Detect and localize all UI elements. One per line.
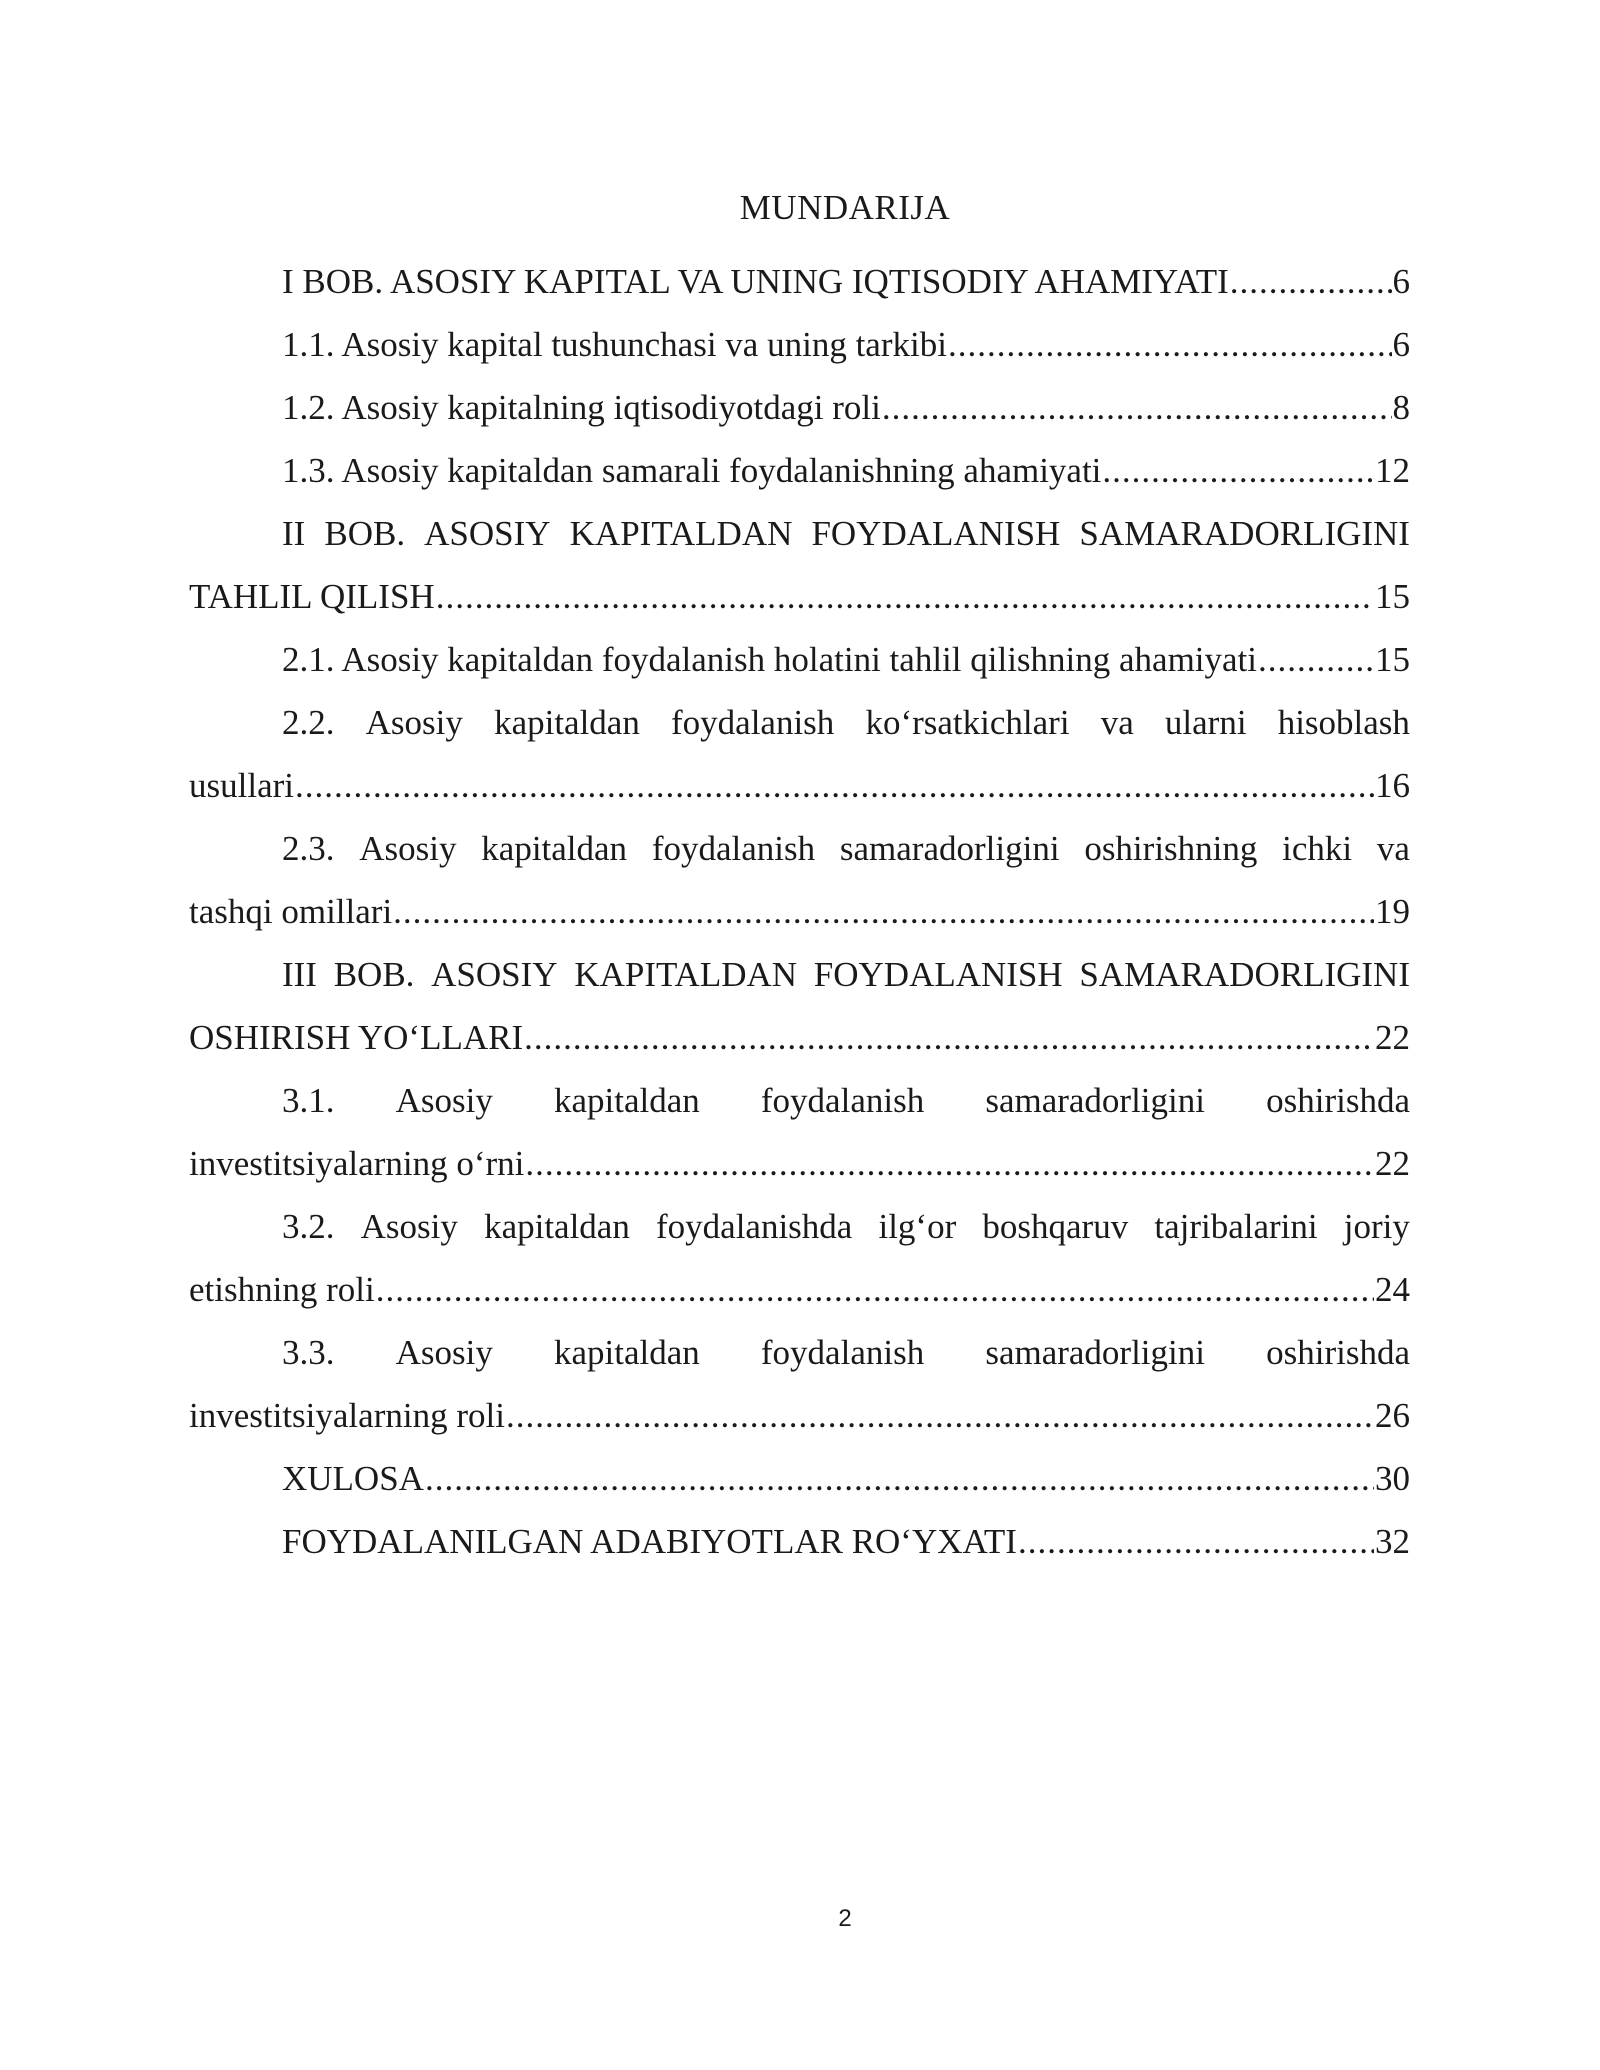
- toc-entry-page: 32: [1375, 1522, 1410, 1561]
- toc-entry-page: 22: [1375, 1144, 1410, 1183]
- toc-title: MUNDARIJA: [739, 188, 951, 227]
- dot-leader: [1102, 439, 1374, 502]
- word: SAMARADORLIGINI: [1079, 514, 1410, 553]
- toc-entry-label: XULOSA: [282, 1459, 424, 1498]
- word: ASOSIY: [424, 514, 551, 553]
- dot-leader: [882, 376, 1392, 439]
- toc-entry[interactable]: [189, 313, 1410, 376]
- dot-leader: [376, 1258, 1374, 1321]
- word: Asosiy: [360, 1207, 458, 1246]
- word: kapitaldan: [484, 1207, 630, 1246]
- word: 3.3.: [282, 1333, 335, 1372]
- toc-entry-first-line: [189, 1069, 1410, 1132]
- toc-entry-label: FOYDALANILGAN ADABIYOTLAR RO‘YXATI: [282, 1522, 1017, 1561]
- word: KAPITALDAN: [569, 514, 793, 553]
- word: Asosiy: [395, 1081, 493, 1120]
- word: FOYDALANISH: [813, 955, 1063, 994]
- word: Asosiy: [395, 1333, 493, 1372]
- toc-entry-first-line: [189, 1321, 1410, 1384]
- table-of-contents: [189, 250, 1410, 1573]
- word: ko‘rsatkichlari: [865, 703, 1070, 742]
- toc-entry[interactable]: [189, 376, 1410, 439]
- word: ilg‘or: [878, 1207, 957, 1246]
- toc-entry-label: TAHLIL QILISH: [189, 577, 435, 616]
- toc-entry-label: etishning roli: [189, 1270, 375, 1309]
- dot-leader: [1230, 250, 1392, 313]
- word: va: [1376, 829, 1410, 868]
- toc-entry[interactable]: [189, 817, 1410, 943]
- toc-entry-label: 1.2. Asosiy kapitalning iqtisodiyotdagi roli: [282, 388, 881, 427]
- word: Asosiy: [365, 703, 463, 742]
- word: SAMARADORLIGINI: [1079, 955, 1410, 994]
- toc-entry-first-line: [189, 943, 1410, 1006]
- toc-entry-first-line: [189, 817, 1410, 880]
- toc-entry-first-line: [189, 502, 1410, 565]
- toc-entry[interactable]: [189, 439, 1410, 502]
- word: KAPITALDAN: [574, 955, 798, 994]
- word: kapitaldan: [554, 1081, 700, 1120]
- word: va: [1100, 703, 1134, 742]
- word: ularni: [1164, 703, 1247, 742]
- toc-entry-page: 16: [1375, 766, 1410, 805]
- dot-leader: [295, 754, 1374, 817]
- toc-entry-page: 19: [1375, 892, 1410, 931]
- toc-entry[interactable]: [189, 1447, 1410, 1510]
- dot-leader: [525, 1132, 1374, 1195]
- toc-entry-label: 1.1. Asosiy kapital tushunchasi va uning tarkibi: [282, 325, 947, 364]
- dot-leader: [948, 313, 1392, 376]
- toc-entry-page: 15: [1375, 577, 1410, 616]
- word: samaradorligini: [839, 829, 1060, 868]
- word: kapitaldan: [481, 829, 628, 868]
- word: II: [282, 514, 306, 553]
- toc-entry-label: I BOB. ASOSIY KAPITAL VA UNING IQTISODIY AHAMIYATI: [282, 262, 1229, 301]
- word: III: [282, 955, 317, 994]
- toc-entry[interactable]: [189, 502, 1410, 628]
- toc-entry-label: usullari: [189, 766, 294, 805]
- word: BOB.: [333, 955, 415, 994]
- word: 3.2.: [282, 1207, 335, 1246]
- word: ASOSIY: [431, 955, 558, 994]
- word: tajribalarini: [1154, 1207, 1318, 1246]
- dot-leader: [1258, 628, 1374, 691]
- word: foydalanish: [651, 829, 816, 868]
- toc-entry-page: 30: [1375, 1459, 1410, 1498]
- toc-entry-page: 22: [1375, 1018, 1410, 1057]
- word: joriy: [1343, 1207, 1410, 1246]
- dot-leader: [1018, 1510, 1374, 1573]
- toc-entry[interactable]: [189, 1321, 1410, 1447]
- toc-entry-page: 26: [1375, 1396, 1410, 1435]
- toc-entry[interactable]: [189, 250, 1410, 313]
- dot-leader: [506, 1384, 1374, 1447]
- toc-entry-page: 6: [1392, 262, 1410, 301]
- toc-entry-page: 24: [1375, 1270, 1410, 1309]
- word: ichki: [1282, 829, 1353, 868]
- word: samaradorligini: [985, 1081, 1205, 1120]
- dot-leader: [425, 1447, 1374, 1510]
- dot-leader: [436, 565, 1374, 628]
- toc-entry-page: 12: [1375, 451, 1410, 490]
- dot-leader: [524, 1006, 1374, 1069]
- toc-entry[interactable]: [189, 943, 1410, 1069]
- word: foydalanish: [760, 1333, 925, 1372]
- toc-entry-label: 1.3. Asosiy kapitaldan samarali foydalanishning ahamiyati: [282, 451, 1102, 490]
- toc-entry[interactable]: [189, 628, 1410, 691]
- dot-leader: [393, 880, 1374, 943]
- word: kapitaldan: [554, 1333, 700, 1372]
- toc-entry-first-line: [189, 1195, 1410, 1258]
- word: oshirishda: [1266, 1333, 1410, 1372]
- word: FOYDALANISH: [811, 514, 1061, 553]
- toc-entry-label: 2.1. Asosiy kapitaldan foydalanish holatini tahlil qilishning ahamiyati: [282, 640, 1258, 679]
- toc-entry-label: investitsiyalarning roli: [189, 1396, 505, 1435]
- word: hisoblash: [1277, 703, 1410, 742]
- word: foydalanish: [671, 703, 835, 742]
- toc-entry-first-line: [189, 691, 1410, 754]
- page-number: 2: [838, 1905, 852, 1932]
- word: oshirishda: [1266, 1081, 1410, 1120]
- toc-entry-page: 6: [1392, 325, 1410, 364]
- word: BOB.: [324, 514, 406, 553]
- toc-entry[interactable]: [189, 1510, 1410, 1573]
- toc-entry-page: 15: [1375, 640, 1410, 679]
- toc-entry[interactable]: [189, 691, 1410, 817]
- word: foydalanishda: [656, 1207, 853, 1246]
- toc-entry-label: tashqi omillari: [189, 892, 393, 931]
- toc-entry[interactable]: [189, 1069, 1410, 1195]
- word: oshirishning: [1084, 829, 1258, 868]
- word: samaradorligini: [985, 1333, 1205, 1372]
- word: Asosiy: [359, 829, 457, 868]
- toc-entry-label: OSHIRISH YO‘LLARI: [189, 1018, 524, 1057]
- word: 2.3.: [282, 829, 335, 868]
- word: kapitaldan: [494, 703, 640, 742]
- word: foydalanish: [760, 1081, 925, 1120]
- word: 2.2.: [282, 703, 335, 742]
- word: boshqaruv: [982, 1207, 1129, 1246]
- toc-entry[interactable]: [189, 1195, 1410, 1321]
- word: 3.1.: [282, 1081, 335, 1120]
- toc-entry-page: 8: [1392, 388, 1410, 427]
- toc-entry-label: investitsiyalarning o‘rni: [189, 1144, 525, 1183]
